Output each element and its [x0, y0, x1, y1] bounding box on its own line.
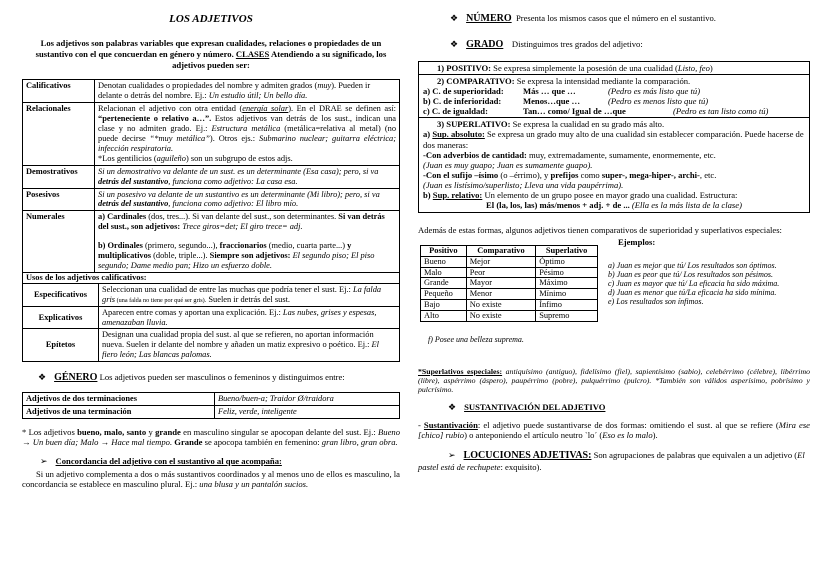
table-row: Adjetivos de una terminación Feliz, verde, inteligente	[23, 405, 400, 418]
row-label: Relacionales	[23, 103, 95, 165]
row-text: a) Cardinales (dos, tres...). Si van delante del sust., son determinantes. Si van detrás del sust., son adjetivos: Trece giros=det; El giro trece= adj. b) Ordinales (primero, segundo...), fraccionarios (medio, cuarta parte...) y multiplicativos (doble, triple...). Siempre son adjetivos: El segundo piso; El piso segundo; Dame medio pan; Hizo un esfuerzo doble.	[95, 211, 400, 273]
clases-table	[22, 79, 400, 272]
diamond-bullet-icon: ❖	[448, 402, 457, 413]
concordancia-text: Si un adjetivo complementa a dos o más sustantivos coordinados y al menos uno de ellos es masculino, la concordancia se establece en masculino plural. Ej.: una blusa y un pantalón sucios.	[22, 468, 400, 489]
table-row	[23, 188, 400, 211]
table-row: Adjetivos de dos terminaciones Bueno/buen-a; Traidor Ø/traidora	[23, 392, 400, 405]
diamond-bullet-icon: ❖	[450, 13, 459, 23]
numero-heading: NÚMERO	[466, 13, 512, 24]
comparativo-row: a) C. de superioridad: Más … que … (Pedro es más listo que tú)	[423, 85, 701, 96]
ejemplos-list: a) Juan es mejor que tú/ Los resultados son óptimos. b) Juan es peor que tú/ Los resultados son pésimos. c) Juan es mayor que tú/ La eficacia ha sido máxima. d) Juan es menor que tú/La eficacia ha sido mínima. e) Los resultados son ínfimos.	[608, 260, 780, 307]
apocope-note: * Los adjetivos bueno, malo, santo y grande en masculino singular se apocopan delante del sust. Ej.: Bueno → Un buen día; Malo → Hace mal tiempo. Grande se apocopa también en femenino: gran libro, gran obra.	[22, 426, 400, 447]
ejemplo-f: f) Posee una belleza suprema.	[428, 334, 524, 344]
ademas-text: Además de estas formas, algunos adjetivos tienen comparativos de superioridad y superlativos especiales:	[418, 224, 782, 235]
locuciones-text: ➢ LOCUCIONES ADJETIVAS: Son agrupaciones de palabras que equivalen a un adjetivo (El pastel está de rechupete: exquisito).	[418, 450, 805, 472]
row-label: Calificativos	[23, 80, 95, 103]
arrow-bullet-icon: ➢	[40, 456, 48, 467]
table-row	[23, 103, 400, 165]
row-text: Seleccionan una cualidad de entre las muchas que podría tener el sust. Ej.: La falda gris (una falda no tiene por qué ser gris). Suelen ir detrás del sust.	[99, 283, 400, 306]
grados-box	[418, 61, 810, 213]
right-column	[418, 0, 810, 472]
row-text: Designan una cualidad propia del sust. al que se refieren, no aportan información nueva. Suelen ir delante del nombre y añaden un matiz expresivo o poético. Ej.: El fiero león; Las blancas palomas.	[99, 329, 400, 362]
genero-heading: GÉNERO	[54, 372, 98, 384]
arrow-bullet-icon: ➢	[448, 450, 456, 461]
grado-section: ❖ GRADO Distinguimos tres grados del adjetivo:	[450, 38, 643, 50]
table-row: Malo Peor Pésimo	[421, 267, 598, 278]
table-row	[23, 165, 400, 188]
table-header-row: Positivo Comparativo Superlativo	[421, 245, 598, 256]
genero-section: ❖ GÉNERO Los adjetivos pueden ser masculinos o femeninos y distinguimos entre:	[38, 372, 345, 384]
comparativos-table	[420, 245, 598, 322]
table-row	[23, 283, 400, 306]
concordancia-heading-row	[22, 456, 400, 467]
comparativos-especiales	[418, 237, 810, 347]
sustantivacion-heading-row: ❖ SUSTANTIVACIÓN DEL ADJETIVO	[448, 402, 606, 413]
table-row: Pequeño Menor Mínimo	[421, 289, 598, 300]
table-row	[23, 329, 400, 362]
left-column	[22, 0, 400, 489]
row-text: Si un demostrativo va delante de un sust. es un determinante (Esa casa); pero, si va detrás del sustantivo, funciona como adjetivo: La casa esa.	[95, 165, 400, 188]
concordancia-heading: Concordancia del adjetivo con el sustantivo al que acompaña:	[55, 456, 282, 467]
table-row	[23, 306, 400, 329]
diamond-bullet-icon: ❖	[450, 38, 459, 49]
row-label: Demostrativos	[23, 165, 95, 188]
usos-title: Usos de los adjetivos calificativos:	[22, 273, 400, 283]
row-text: Aparecen entre comas y aportan una explicación. Ej.: Las nubes, grises y espesas, amenazaban lluvia.	[99, 306, 400, 329]
usos-table	[22, 283, 400, 362]
row-label: Numerales	[23, 211, 95, 273]
locuciones-heading: LOCUCIONES ADJETIVAS:	[463, 450, 592, 462]
row-label: Posesivos	[23, 188, 95, 211]
comparativo-row: c) C. de igualdad: Tan… como/ Igual de …que (Pedro es tan listo como tú)	[423, 106, 769, 117]
row-text: Denotan cualidades o propiedades del nombre y admiten grados (muy). Pueden ir delante o detrás del nombre. Ej.: Un estudio útil; Un bello día.	[95, 80, 400, 103]
ejemplos-heading: Ejemplos:	[618, 236, 656, 247]
page-title: LOS ADJETIVOS	[169, 13, 253, 25]
row-text: Si un posesivo va delante de un sustantivo es un determinante (Mi libro); pero, si va detrás del sustantivo, funciona como adjetivo: El libro mío.	[95, 188, 400, 211]
comparativo-block: 2) COMPARATIVO: Se expresa la intensidad mediante la comparación. a) C. de superioridad: Más … que … (Pedro es más listo que tú) b) C. de inferioridad: Menos…que … (Pedro es menos listo que tú) c) C. de igualdad: Tan… como/ Igual de …que (Pedro es tan listo como tú)	[419, 75, 809, 119]
comparativo-row: b) C. de inferioridad: Menos…que … (Pedro es menos listo que tú)	[423, 96, 709, 107]
table-row: Alto No existe Supremo	[421, 311, 598, 322]
row-label: Epítetos	[23, 329, 99, 362]
table-row	[23, 80, 400, 103]
diamond-bullet-icon: ❖	[38, 372, 47, 383]
intro-paragraph: Los adjetivos son palabras variables que expresan cualidades, relaciones o propiedades de un sustantivo con el que concuerdan en género y número. CLASES Atendiendo a su significado, los adjetivos pueden ser:	[35, 37, 387, 71]
superlativo-block: 3) SUPERLATIVO: Se expresa la cualidad en su grado más alto. a) Sup. absoluto: Se expresa un grado muy alto de una cualidad sin establecer comparación. Puede hacerse de dos maneras: -Con adverbios de cantidad: muy, extremadamente, sumamente, enormemente, etc. (Juan es muy guapo; Juan es sumamente guapo). -Con el sufijo –ísimo (o –érrimo), y prefijos como super-, mega-hiper-, archi-, etc. (Juan es listísimo/superlisto; Lleva una vida paupérrima). b) Sup. relativo: Un elemento de un grupo posee en mayor grado una cualidad. Estructura: El (la, los, las) más/menos + adj. + de ... (Ella es la más lista de la clase)	[423, 119, 804, 211]
row-label: Especificativos	[23, 283, 99, 306]
row-text: Relacionan el adjetivo con otra entidad (energía solar). En el DRAE se definen así: “perteneciente o relativo a…”. Estos adjetivos van detrás de los sust., indican una clase y no admiten grado. Ej.: Estructura metálica (metálica=relativa al metal) (no puede decirse “*muy metálica”). Otros ejs.: Submarino nuclear; guitarra eléctrica; infección respiratoria. *Los gentilicios (aguileño) son un subgrupo de estos adjs.	[95, 103, 400, 165]
table-row: Grande Mayor Máximo	[421, 278, 598, 289]
clases-heading: CLASES	[235, 49, 270, 60]
table-row: Bueno Mejor Óptimo	[421, 256, 598, 267]
numero-section: ❖ NÚMERO Presenta los mismos casos que el número en el sustantivo.	[450, 13, 716, 24]
table-row	[23, 211, 400, 273]
superlativos-especiales: *Superlativos especiales: antiquísimo (antiguo), fidelísimo (fiel), sapientísimo (sabio), celebérrimo (célebre), libérrimo (libre), aspérrimo (áspero), paupérrimo (pobre), pulquérrimo (pulcro). *También son válidos asperísimo, pobrísimo y pulcrísimo.	[418, 366, 810, 395]
positivo-row: 1) POSITIVO: Se expresa simplemente la posesión de una cualidad (Listo, feo)	[419, 62, 809, 75]
table-row: Bajo No existe Ínfimo	[421, 300, 598, 311]
sustantivacion-text: - Sustantivación: el adjetivo puede sustantivarse de dos formas: omitiendo el sust. al que se refiere (Mira ese [chico] rubio) o anteponiendo el artículo neutro `lo´ (Eso es lo malo).	[418, 419, 810, 441]
grado-heading: GRADO	[466, 38, 504, 50]
row-label: Explicativos	[23, 306, 99, 329]
genero-table	[22, 392, 400, 419]
